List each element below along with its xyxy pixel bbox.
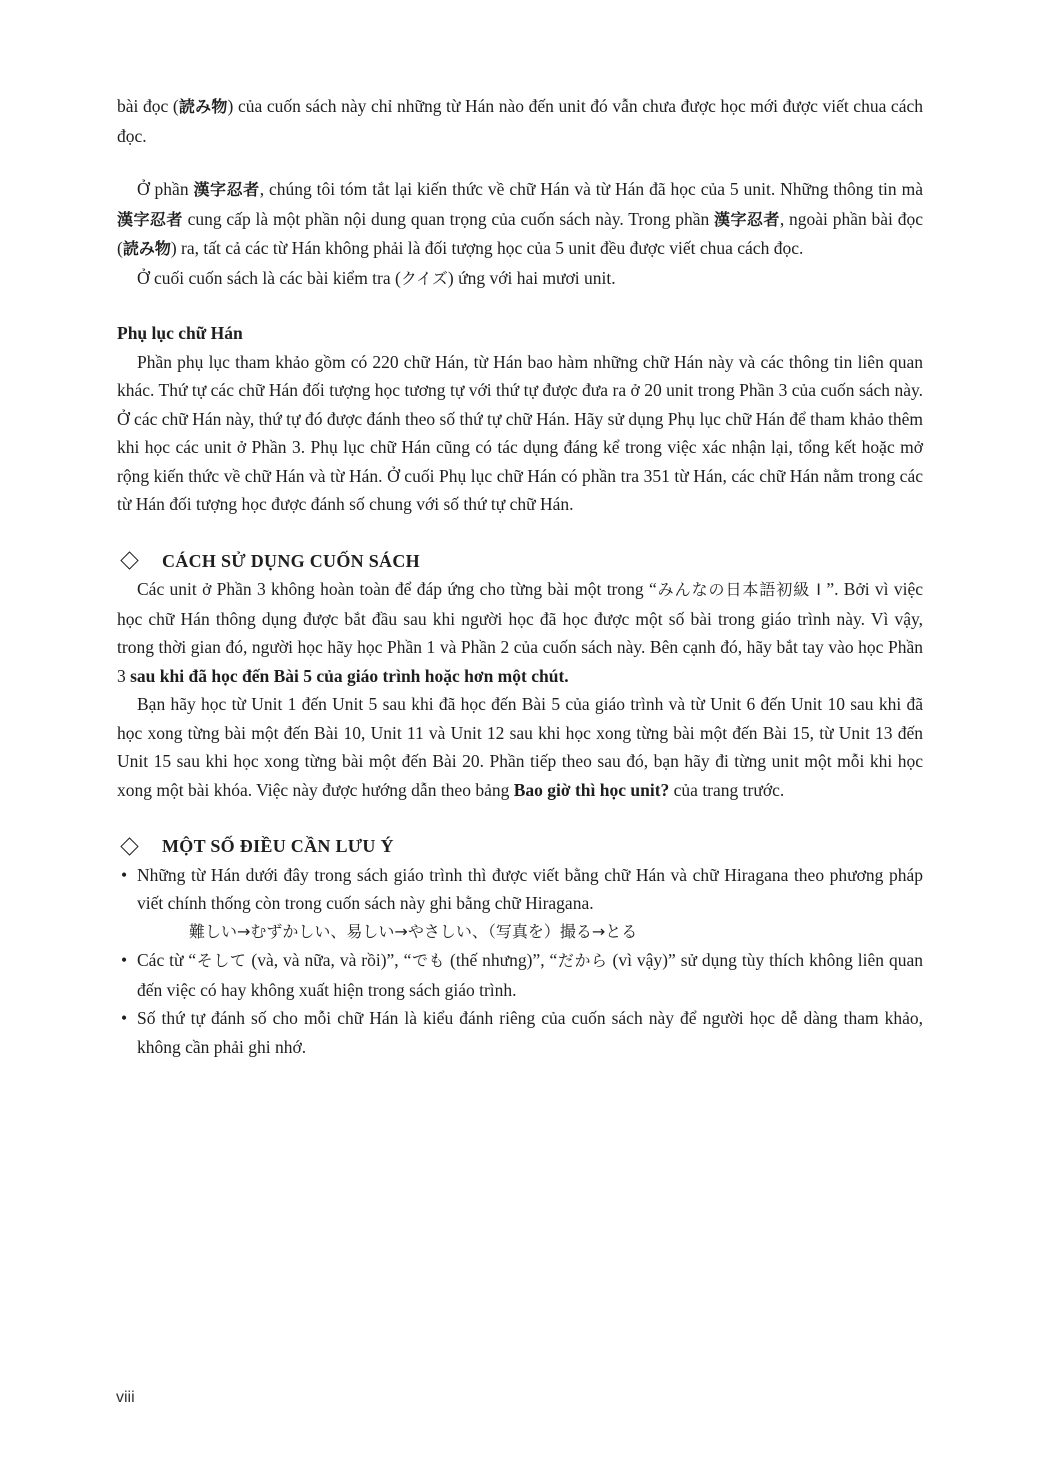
usage-paragraph-2: Bạn hãy học từ Unit 1 đến Unit 5 sau khi đã học đến Bài 5 của giáo trình và từ Unit 6 đến Unit 10 sau khi đã học xong từng bài một đến Bài 10, Unit 11 và Unit 12 sau khi học xong từng bài một đến Bài 15, từ Unit 13 đến Unit 15 sau khi học xong từng bài một đến Bài 20. Phần tiếp theo sau đó, bạn hãy đi từng unit một mỗi khi học xong một bài khóa. Việc này được hướng dẫn theo bảng Bao giờ thì học unit? của trang trước.: [117, 694, 923, 800]
bullet-icon: •: [121, 864, 128, 885]
schedule-table-reference: Bao giờ thì học unit?: [513, 779, 670, 800]
japanese-term: 漢字忍者: [714, 209, 780, 229]
textbook-title: みんなの日本語初級 I: [656, 580, 821, 599]
paragraph-quizzes: Ở cuối cuốn sách là các bài kiểm tra (クイズ) ứng với hai mươi unit.: [137, 267, 616, 288]
note-item: [117, 946, 923, 1004]
japanese-term: そして: [196, 951, 247, 970]
paragraph-kanji-ninja: Ở phần 漢字忍者, chúng tôi tóm tắt lại kiến thức về chữ Hán và từ Hán đã học của 5 unit. Những thông tin mà 漢字忍者 cung cấp là một phần nội dung quan trọng của cuốn sách này. Trong phần 漢字忍者, ngoài phần bài đọc (読み物) ra, tất cả các từ Hán không phải là đối tượng học của 5 unit đều được viết chua cách đọc.: [117, 179, 923, 258]
diamond-icon: [120, 837, 138, 855]
usage-heading: CÁCH SỬ DỤNG CUỐN SÁCH: [117, 547, 923, 576]
appendix-body: Phần phụ lục tham khảo gồm có 220 chữ Hán, từ Hán bao hàm những chữ Hán này và các thông tin liên quan khác. Thứ tự các chữ Hán đối tượng học tương tự với thứ tự được đưa ra ở 20 unit trong Phần 3 của cuốn sách này. Ở các chữ Hán này, thứ tự đó được đánh theo số thứ tự chữ Hán. Hãy sử dụng Phụ lục chữ Hán để tham khảo thêm khi học các unit ở Phần 3. Phụ lục chữ Hán cũng có tác dụng đáng kể trong việc xác nhận lại, tổng kết hoặc mở rộng kiến thức về chữ Hán và từ Hán. Ở cuối Phụ lục chữ Hán có phần tra 351 từ Hán, các chữ Hán nằm trong các từ Hán đối tượng học được đánh số chung với số thứ tự chữ Hán.: [117, 351, 923, 514]
japanese-examples: 難しい→むずかしい、易しい→やさしい、（写真を）撮る→とる: [189, 921, 638, 941]
bold-instruction: sau khi đã học đến Bài 5 của giáo trình hoặc hơn một chút.: [130, 665, 569, 686]
japanese-term: 漢字忍者: [117, 209, 183, 229]
bullet-icon: •: [121, 1008, 128, 1028]
note-item: [117, 861, 923, 947]
japanese-term: 読み物: [178, 97, 228, 116]
bullet-icon: •: [121, 950, 128, 970]
japanese-term: 漢字忍者: [193, 180, 260, 199]
note-item: [117, 1004, 923, 1061]
note-text: Những từ Hán dưới đây trong sách giáo trình thì được viết bằng chữ Hán và chữ Hiragana theo phương pháp viết chính thống còn trong cuốn sách này ghi bằng chữ Hiragana.: [137, 864, 923, 913]
note-text: Số thứ tự đánh số cho mỗi chữ Hán là kiểu đánh riêng của cuốn sách này để người học dễ dàng tham khảo, không cần phải ghi nhớ.: [137, 1008, 923, 1057]
notes-heading: MỘT SỐ ĐIỀU CẦN LƯU Ý: [117, 832, 923, 861]
paragraph-reading-note: bài đọc (読み物) của cuốn sách này chỉ những từ Hán nào đến unit đó vẫn chưa được học mới được viết chua cách đọc.: [117, 96, 923, 146]
note-text: Các từ “そして (và, và nữa, và rồi)”, “でも (thế nhưng)”, “だから (vì vậy)” sử dụng tùy thích không liên quan đến việc có hay không xuất hiện trong sách giáo trình.: [137, 950, 923, 1000]
japanese-term: クイズ: [400, 268, 448, 288]
usage-paragraph-1: Các unit ở Phần 3 không hoàn toàn để đáp ứng cho từng bài một trong “みんなの日本語初級 I ”. Bởi vì việc học chữ Hán thông dụng được bắt đầu sau khi người học đã học được một số bài trong giáo trình này. Vì vậy, trong thời gian đó, người học hãy học Phần 1 và Phần 2 của cuốn sách này. Bên cạnh đó, hãy bắt tay vào học Phần 3 sau khi đã học đến Bài 5 của giáo trình hoặc hơn một chút.: [117, 579, 923, 686]
japanese-term: 読み物: [122, 239, 171, 258]
diamond-icon: [120, 552, 138, 570]
page-content: [117, 92, 923, 1061]
page-number: viii: [116, 1389, 135, 1406]
appendix-heading: Phụ lục chữ Hán: [117, 323, 243, 343]
japanese-term: でも: [411, 951, 446, 970]
japanese-term: だから: [557, 951, 608, 970]
